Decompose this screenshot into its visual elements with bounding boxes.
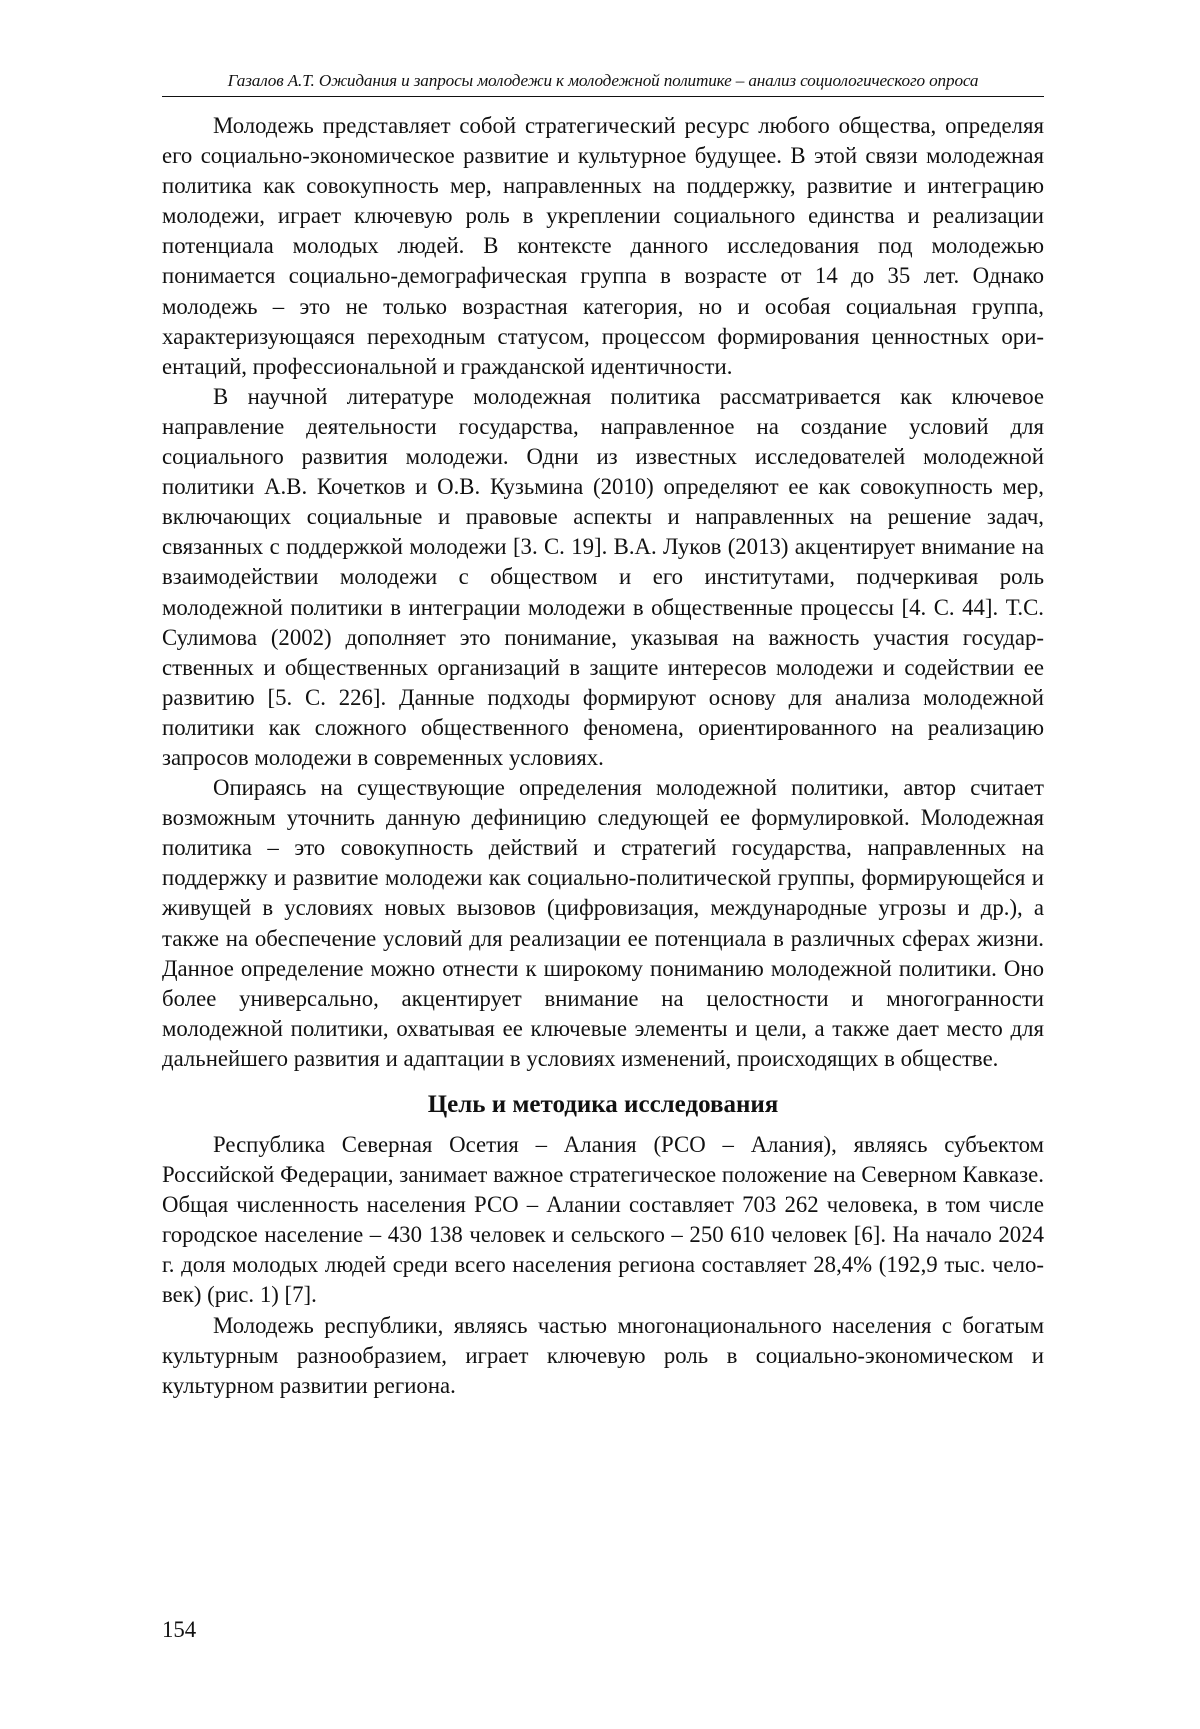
- paragraph-intro: Молодежь представляет собой стратегический ресурс любого общества, определяя его социально-экономическое развитие и культурное будущее. В этой связи молодежная политика как совокупность мер, направленных на поддержку, развитие и интеграцию молодежи, играет ключевую роль в укреплении социального единства и реализации потенциала молодых людей. В контексте данного исследования под молодежью понимается социально-демографическая группа в возрасте от 14 до 35 лет. Однако молодежь – это не только возрастная категория, но и особая социальная группа, характеризующаяся переходным статусом, процессом формирования ценностных ориентаций, профессиональной и гражданской идентичности.: [162, 113, 1044, 379]
- section-heading: Цель и методика исследования: [427, 1091, 779, 1118]
- body-text: [162, 111, 1044, 1401]
- document-page: [162, 70, 1044, 1401]
- page-number: 154: [162, 1617, 197, 1642]
- running-header: Газалов А.Т. Ожидания и запросы молодежи к молодежной политике – анализ социологического опроса: [162, 70, 1044, 97]
- paragraph-literature: В научной литературе молодежная политика рассматривается как ключевое направление деятельности государства, направленное на создание условий для социального развития молодежи. Одни из известных исследователей молодежной политики А.В. Кочетков и О.В. Кузьмина (2010) определяют ее как совокупность мер, включающих социальные и правовые аспекты и направленных на решение задач, связанных с поддержкой молодежи [3. С. 19]. В.А. Луков (2013) акцентирует внимание на взаимодействии молодежи с обществом и его институтами, подчеркивая роль молодежной политики в интеграции молодежи в общественные процессы [4. С. 44]. Т.С. Сулимова (2002) дополняет это понимание, указывая на важность участия государственных и общественных организаций в защите интересов молодежи и содействии ее развитию [5. С. 226]. Данные подходы формируют основу для анализа молодежной политики как сложного общественного феномена, ориентированного на реализацию запросов молодежи в современных условиях.: [162, 383, 1044, 770]
- paragraph-youth-role: Молодежь республики, являясь частью многонационального населения с богатым культурным разнообразием, играет ключевую роль в социально-экономическом и культурном развитии региона.: [162, 1312, 1044, 1398]
- paragraph-definition: Опираясь на существующие определения молодежной политики, автор считает возможным уточнить данную дефиницию следующей ее формулировкой. Молодежная политика – это совокупность действий и стратегий государства, направленных на поддержку и развитие молодежи как социально-политической группы, формирующейся и живущей в условиях новых вызовов (цифровизация, международные угрозы и др.), а также на обеспечение условий для реализации ее потенциала в различных сферах жизни. Данное определение можно отнести к широкому пониманию молодежной политики. Оно более универсально, акцентирует внимание на целостности и многогранности молодежной политики, охватывая ее ключевые элементы и цели, а также дает место для дальнейшего развития и адаптации в условиях изменений, происходящих в обществе.: [162, 775, 1044, 1071]
- paragraph-region: Республика Северная Осетия – Алания (РСО – Алания), являясь субъектом Российской Федерации, занимает важное стратегическое положение на Северном Кавказе. Общая численность населения РСО – Алании составляет 703 262 человека, в том числе городское население – 430 138 человек и сельского – 250 610 человек [6]. На начало 2024 г. доля молодых людей среди всего населения региона составляет 28,4% (192,9 тыс. человек) (рис. 1) [7].: [162, 1132, 1044, 1308]
